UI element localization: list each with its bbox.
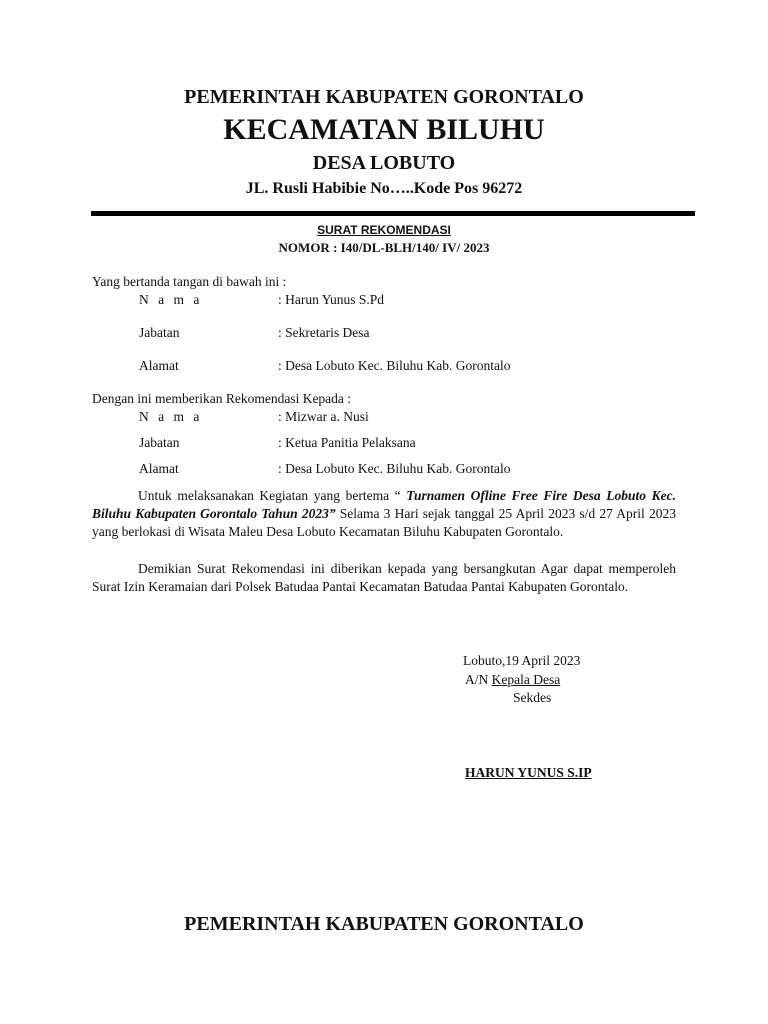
purpose-details-text: Selama 3 Hari sejak tanggal 25 April 2023 s/d 27 April 2023 yang berlokasi di Wisata Maleu Desa Lobuto Kecamatan Biluhu Kabupaten Gorontalo. — [92, 506, 676, 539]
recipient-position-label: Jabatan — [139, 435, 180, 450]
event-name: Turnamen Ofline Free Fire Desa Lobuto Kec. Biluhu Kabupaten Gorontalo Tahun 2023” — [92, 488, 676, 521]
letterhead-government: PEMERINTAH KABUPATEN GORONTALO — [184, 86, 584, 108]
recipient-address-value: : Desa Lobuto Kec. Biluhu Kab. Gorontalo — [278, 461, 511, 476]
letterhead-village: DESA LOBUTO — [312, 152, 456, 174]
on-behalf-role: Kepala Desa — [491, 672, 561, 687]
body-paragraph-closing: Demikian Surat Rekomendasi ini diberikan kepada yang bersangkutan Agar dapat memperoleh Surat Izin Keramaian dari Polsek Batudaa Pantai Kecamatan Batudaa Pantai Kabupaten Gorontalo. — [92, 561, 676, 594]
next-page-header: PEMERINTAH KABUPATEN GORONTALO — [184, 913, 584, 935]
document-title: SURAT REKOMENDASI — [317, 223, 451, 237]
recipient-address-label: Alamat — [139, 461, 179, 476]
purpose-intro-text: Untuk melaksanakan Kegiatan yang bertema “ — [138, 488, 407, 503]
on-behalf-line — [465, 672, 560, 688]
letterhead-district: KECAMATAN BILUHU — [223, 113, 545, 146]
body-paragraph-purpose — [92, 487, 676, 541]
signer-intro: Yang bertanda tangan di bawah ini : — [92, 274, 287, 289]
recipient-name-value: : Mizwar a. Nusi — [278, 409, 369, 424]
letterhead-divider — [91, 211, 695, 216]
document-number: NOMOR : I40/DL-BLH/140/ IV/ 2023 — [278, 240, 490, 255]
signer-name: HARUN YUNUS S.IP — [465, 765, 592, 780]
letterhead-address: JL. Rusli Habibie No…..Kode Pos 96272 — [245, 180, 523, 197]
signer-name-value: : Harun Yunus S.Pd — [278, 292, 385, 307]
signer-address-label: Alamat — [139, 358, 179, 373]
signer-name-label: N a m a — [139, 292, 203, 307]
recipient-name-label: N a m a — [139, 409, 203, 424]
on-behalf-prefix: A/N — [465, 672, 492, 687]
signer-address-value: : Desa Lobuto Kec. Biluhu Kab. Gorontalo — [278, 358, 511, 373]
signer-sub-role: Sekdes — [513, 690, 552, 705]
place-date: Lobuto,19 April 2023 — [463, 653, 581, 668]
recipient-intro: Dengan ini memberikan Rekomendasi Kepada : — [92, 391, 352, 406]
signer-position-label: Jabatan — [139, 325, 180, 340]
signer-position-value: : Sekretaris Desa — [278, 325, 370, 340]
recipient-position-value: : Ketua Panitia Pelaksana — [278, 435, 416, 450]
